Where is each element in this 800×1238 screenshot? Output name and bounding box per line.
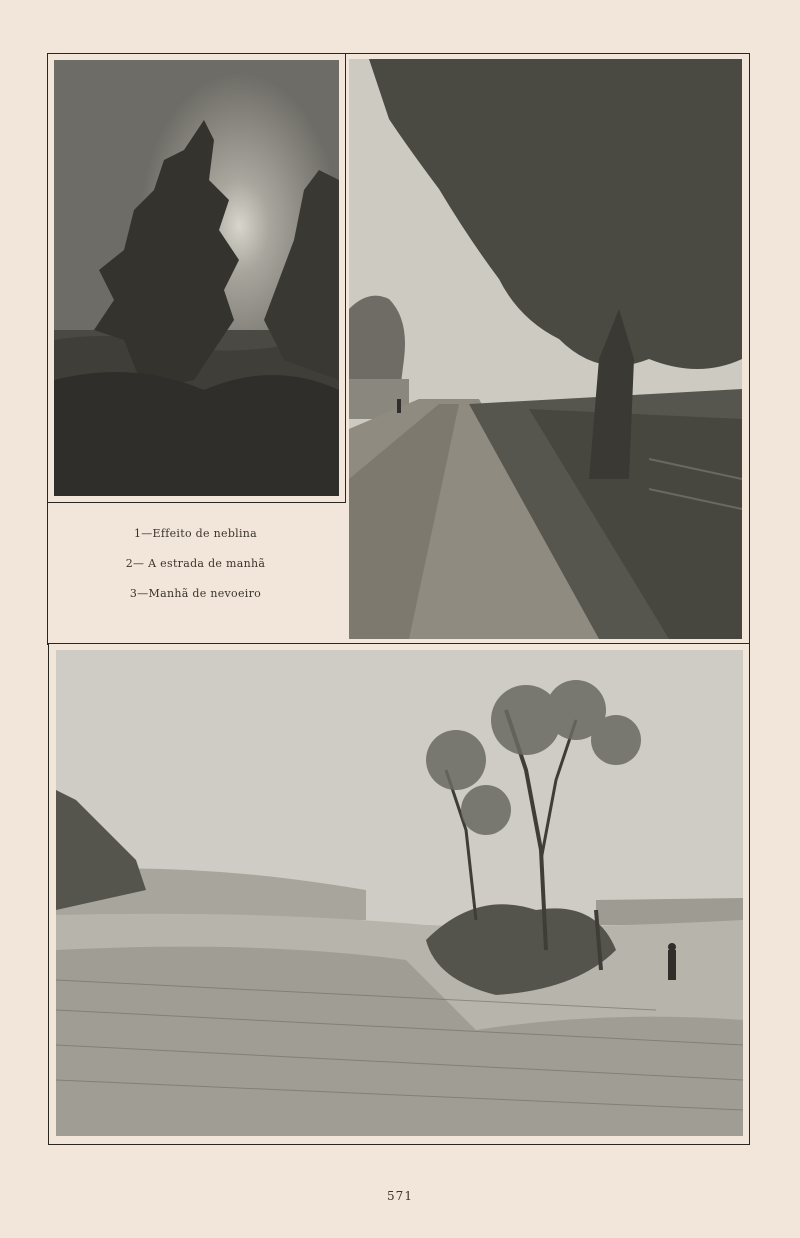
caption-3: 3—Manhã de nevoeiro: [129, 587, 262, 600]
photo1-frame: [47, 53, 346, 503]
page-number: 571: [387, 1189, 413, 1203]
photo-mist-effect: [54, 60, 339, 496]
caption-2: 2— A estrada de manhã: [125, 557, 266, 570]
caption-1: 1—Effeito de neblina: [133, 527, 258, 540]
photo-morning-road: [349, 59, 742, 639]
caption-block: [47, 501, 344, 642]
photo-foggy-morning: [56, 650, 743, 1136]
bottom-photo-frame: [48, 643, 750, 1145]
